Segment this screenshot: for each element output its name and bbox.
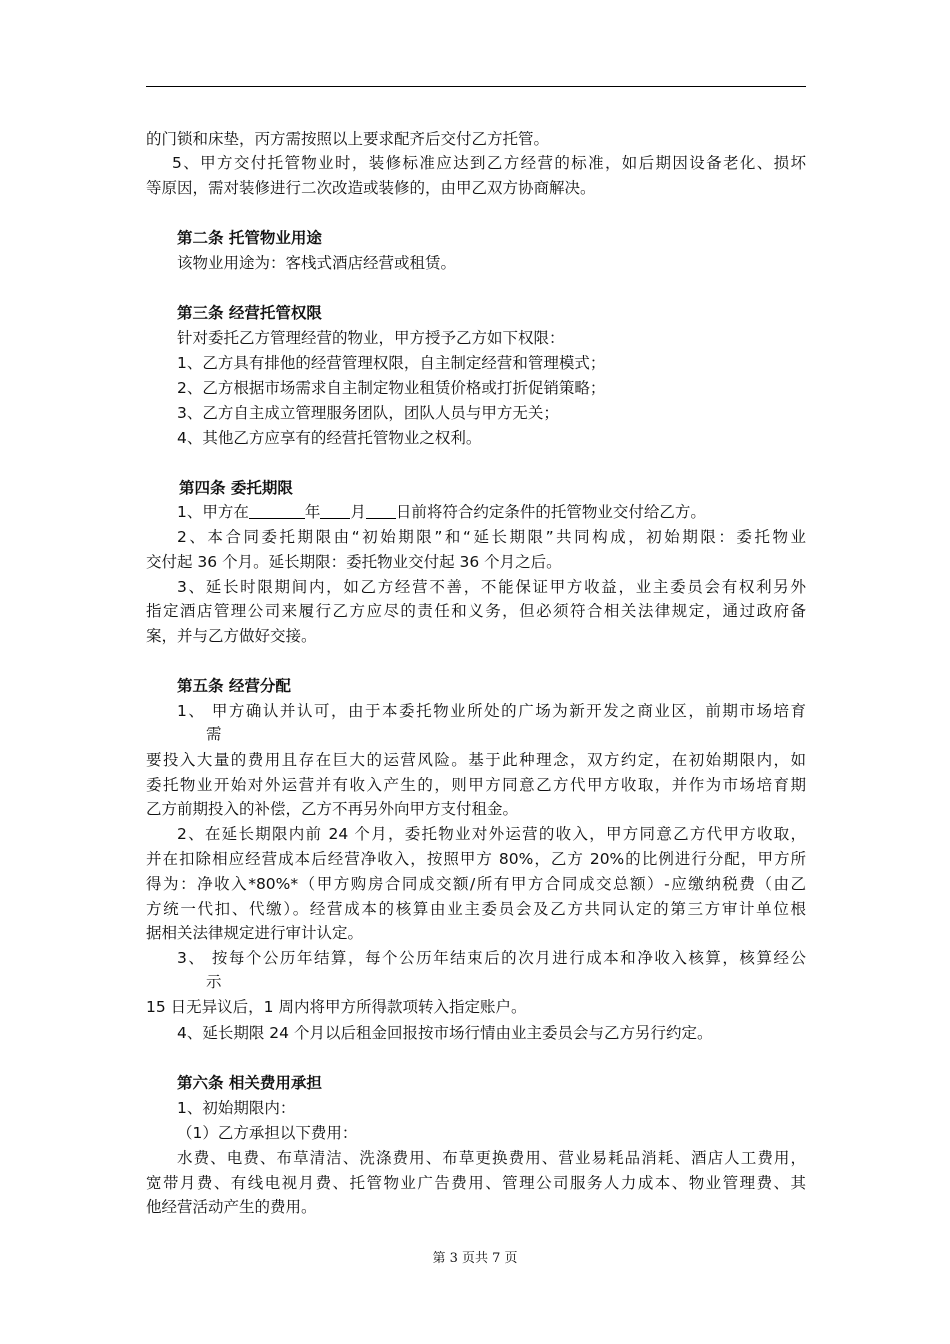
page-number: 第 3 页共 7 页 (432, 1251, 518, 1266)
paragraph-line: （1）乙方承担以下费用： (177, 1124, 358, 1142)
list-item: 2、乙方根据市场需求自主制定物业租赁价格或打折促销策略； (177, 379, 606, 397)
paragraph-line: 等原因，需对装修进行二次改造或装修的，由甲乙双方协商解决。 (146, 179, 596, 197)
paragraph-line: 该物业用途为：客栈式酒店经营或租赁。 (177, 254, 457, 272)
paragraph-line: 据相关法律规定进行审计认定。 (146, 924, 364, 942)
section-heading: 第四条 委托期限 (179, 479, 293, 497)
paragraph-line: 示 (206, 973, 222, 991)
text-run: 月 (350, 503, 366, 521)
text-run: 日前将符合约定条件的托管物业交付给乙方。 (395, 503, 706, 521)
text-run: 1、甲方在 (177, 503, 249, 521)
fill-in-blank-day (366, 502, 396, 519)
paragraph-line: 4、延长期限 24 个月以后租金回报按市场行情由业主委员会与乙方另行约定。 (177, 1024, 713, 1042)
paragraph-line: 方统一代扣、代缴）。经营成本的核算由业主委员会及乙方共同认定的第三方审计单位根 (146, 900, 806, 918)
paragraph-line: 水费、电费、布草清洁、洗涤费用、布草更换费用、营业易耗品消耗、酒店人工费用， (177, 1149, 806, 1167)
paragraph-line: 并在扣除相应经营成本后经营净收入，按照甲方 80%，乙方 20%的比例进行分配，甲方所 (146, 850, 806, 868)
paragraph-line: 指定酒店管理公司来履行乙方应尽的责任和义务，但必须符合相关法律规定，通过政府备 (146, 602, 806, 620)
fill-in-blank-month (320, 502, 350, 519)
paragraph-line: 要投入大量的费用且存在巨大的运营风险。基于此种理念，双方约定，在初始期限内，如 (146, 751, 806, 769)
paragraph-line: 1、初始期限内： (177, 1099, 296, 1117)
paragraph-line: 案，并与乙方做好交接。 (146, 627, 317, 645)
paragraph-line: 2、在延长期限内前 24 个月，委托物业对外运营的收入，甲方同意乙方代甲方收取， (177, 825, 806, 843)
paragraph-line (177, 500, 837, 524)
paragraph-line: 2、本合同委托期限由“初始期限”和“延长期限”共同构成，初始期限：委托物业 (177, 528, 806, 546)
list-item: 3、乙方自主成立管理服务团队，团队人员与甲方无关； (177, 404, 559, 422)
paragraph-line: 15 日无异议后，1 周内将甲方所得款项转入指定账户。 (146, 998, 527, 1016)
paragraph-line: 得为：净收入*80%*（甲方购房合同成交额/所有甲方合同成交总额）-应缴纳税费（由乙 (146, 875, 806, 893)
list-item: 4、其他乙方应享有的经营托管物业之权利。 (177, 429, 482, 447)
section-heading: 第六条 相关费用承担 (177, 1074, 322, 1092)
paragraph-line: 交付起 36 个月。延长期限：委托物业交付起 36 个月之后。 (146, 553, 562, 571)
fill-in-blank-year (249, 502, 305, 519)
paragraph-line: 宽带月费、有线电视月费、托管物业广告费用、管理公司服务人力成本、物业管理费、其 (146, 1174, 806, 1192)
paragraph-line: 5、甲方交付托管物业时，装修标准应达到乙方经营的标准，如后期因设备老化、损坏 (172, 154, 806, 172)
paragraph-line: 1、 甲方确认并认可，由于本委托物业所处的广场为新开发之商业区，前期市场培育 (177, 702, 806, 720)
paragraph-line: 3、 按每个公历年结算，每个公历年结束后的次月进行成本和净收入核算，核算经公 (177, 949, 806, 967)
paragraph-line: 需 (206, 725, 222, 743)
paragraph-line: 3、延长时限期间内，如乙方经营不善，不能保证甲方收益，业主委员会有权利另外 (177, 578, 806, 596)
paragraph-line: 的门锁和床垫，丙方需按照以上要求配齐后交付乙方托管。 (146, 130, 550, 148)
paragraph-line: 针对委托乙方管理经营的物业，甲方授予乙方如下权限： (177, 329, 565, 347)
paragraph-line: 委托物业开始对外运营并有收入产生的，则甲方同意乙方代甲方收取，并作为市场培育期 (146, 776, 806, 794)
section-heading: 第三条 经营托管权限 (177, 304, 322, 322)
section-heading: 第二条 托管物业用途 (177, 229, 322, 247)
text-run: 年 (304, 503, 321, 521)
paragraph-line: 他经营活动产生的费用。 (146, 1198, 317, 1216)
header-rule (146, 86, 806, 87)
paragraph-line: 乙方前期投入的补偿，乙方不再另外向甲方支付租金。 (146, 800, 519, 818)
list-item: 1、乙方具有排他的经营管理权限，自主制定经营和管理模式； (177, 354, 606, 372)
section-heading: 第五条 经营分配 (177, 677, 291, 695)
